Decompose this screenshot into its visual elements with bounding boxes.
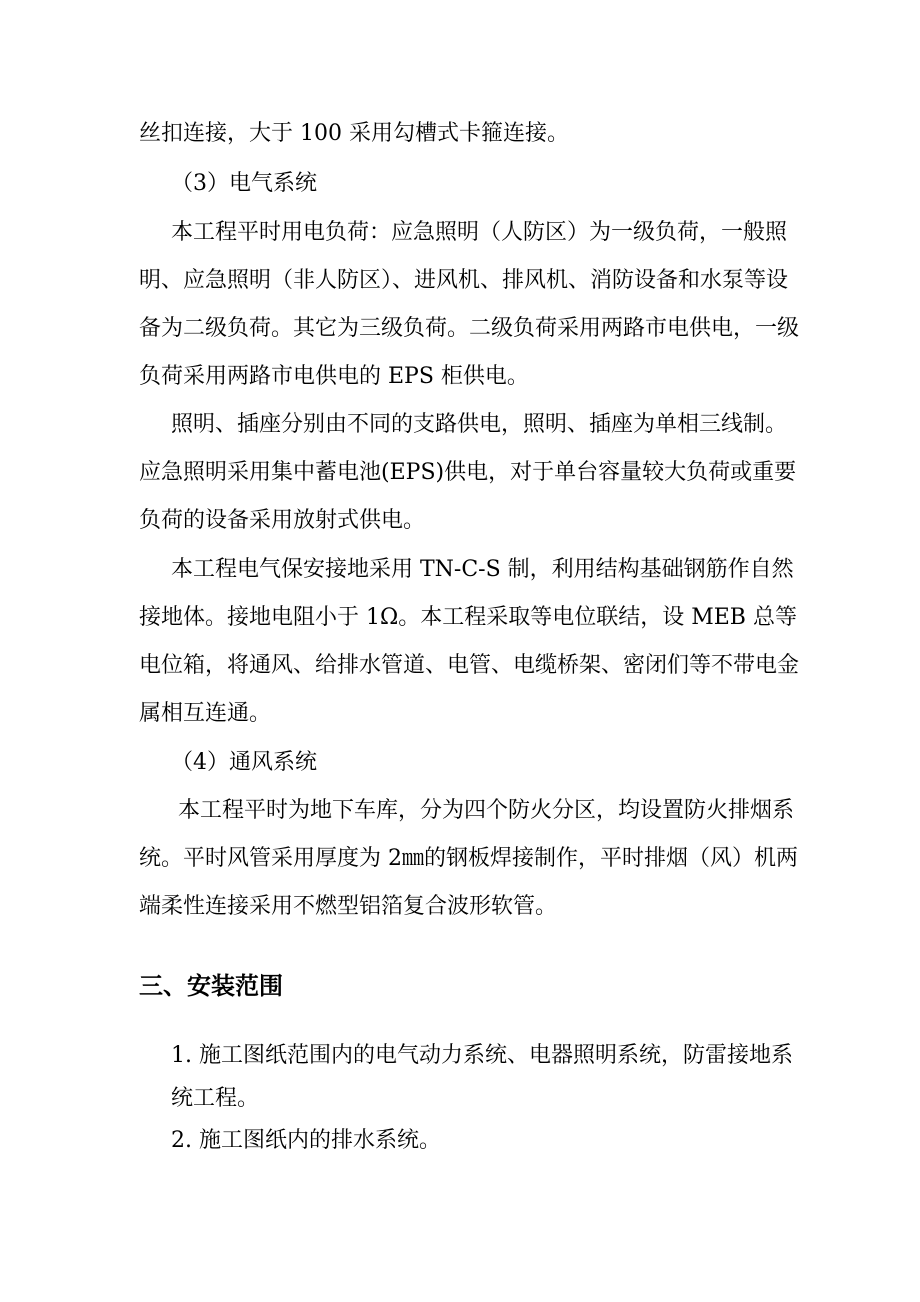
text-line: 备为二级负荷。其它为三级负荷。二级负荷采用两路市电供电，一级 (139, 316, 800, 341)
text-line: 负荷采用两路市电供电的 EPS 柜供电。 (139, 364, 529, 389)
text-line: 本工程电气保安接地采用 TN-C-S 制，利用结构基础钢筋作自然 (171, 557, 794, 582)
section-heading: 三、安装范围 (139, 972, 283, 1000)
text-line: 本工程平时为地下车库，分为四个防火分区，均设置防火排烟系 (178, 798, 795, 823)
text-line: 端柔性连接采用不燃型铝箔复合波形软管。 (139, 894, 558, 919)
text-line: 应急照明采用集中蓄电池(EPS)供电，对于单台容量较大负荷或重要 (139, 460, 797, 485)
text-line: 属相互连通。 (139, 701, 272, 726)
text-line: 丝扣连接，大于 100 采用勾槽式卡箍连接。 (139, 121, 569, 146)
text-line: 接地体。接地电阻小于 1Ω。本工程采取等电位联结，设 MEB 总等 (139, 605, 797, 630)
text-line: 电位箱，将通风、给排水管道、电管、电缆桥架、密闭们等不带电金 (139, 653, 800, 678)
text-line: 本工程平时用电负荷：应急照明（人防区）为一级负荷，一般照 (171, 220, 788, 245)
text-line: 照明、插座分别由不同的支路供电，照明、插座为单相三线制。 (171, 412, 788, 437)
list-item-continuation: 统工程。 (171, 1086, 260, 1111)
list-item: 2. 施工图纸内的排水系统。 (171, 1128, 441, 1153)
text-line: 明、应急照明（非人防区）、进风机、排风机、消防设备和水泵等设 (139, 268, 789, 293)
subheading-electrical: （3）电气系统 (171, 171, 317, 196)
text-line: 统。平时风管采用厚度为 2㎜的钢板焊接制作，平时排烟（风）机两 (139, 846, 798, 871)
list-item: 1. 施工图纸范围内的电气动力系统、电器照明系统，防雷接地系 (171, 1043, 793, 1068)
subheading-ventilation: （4）通风系统 (171, 750, 317, 775)
text-line: 负荷的设备采用放射式供电。 (139, 508, 426, 533)
